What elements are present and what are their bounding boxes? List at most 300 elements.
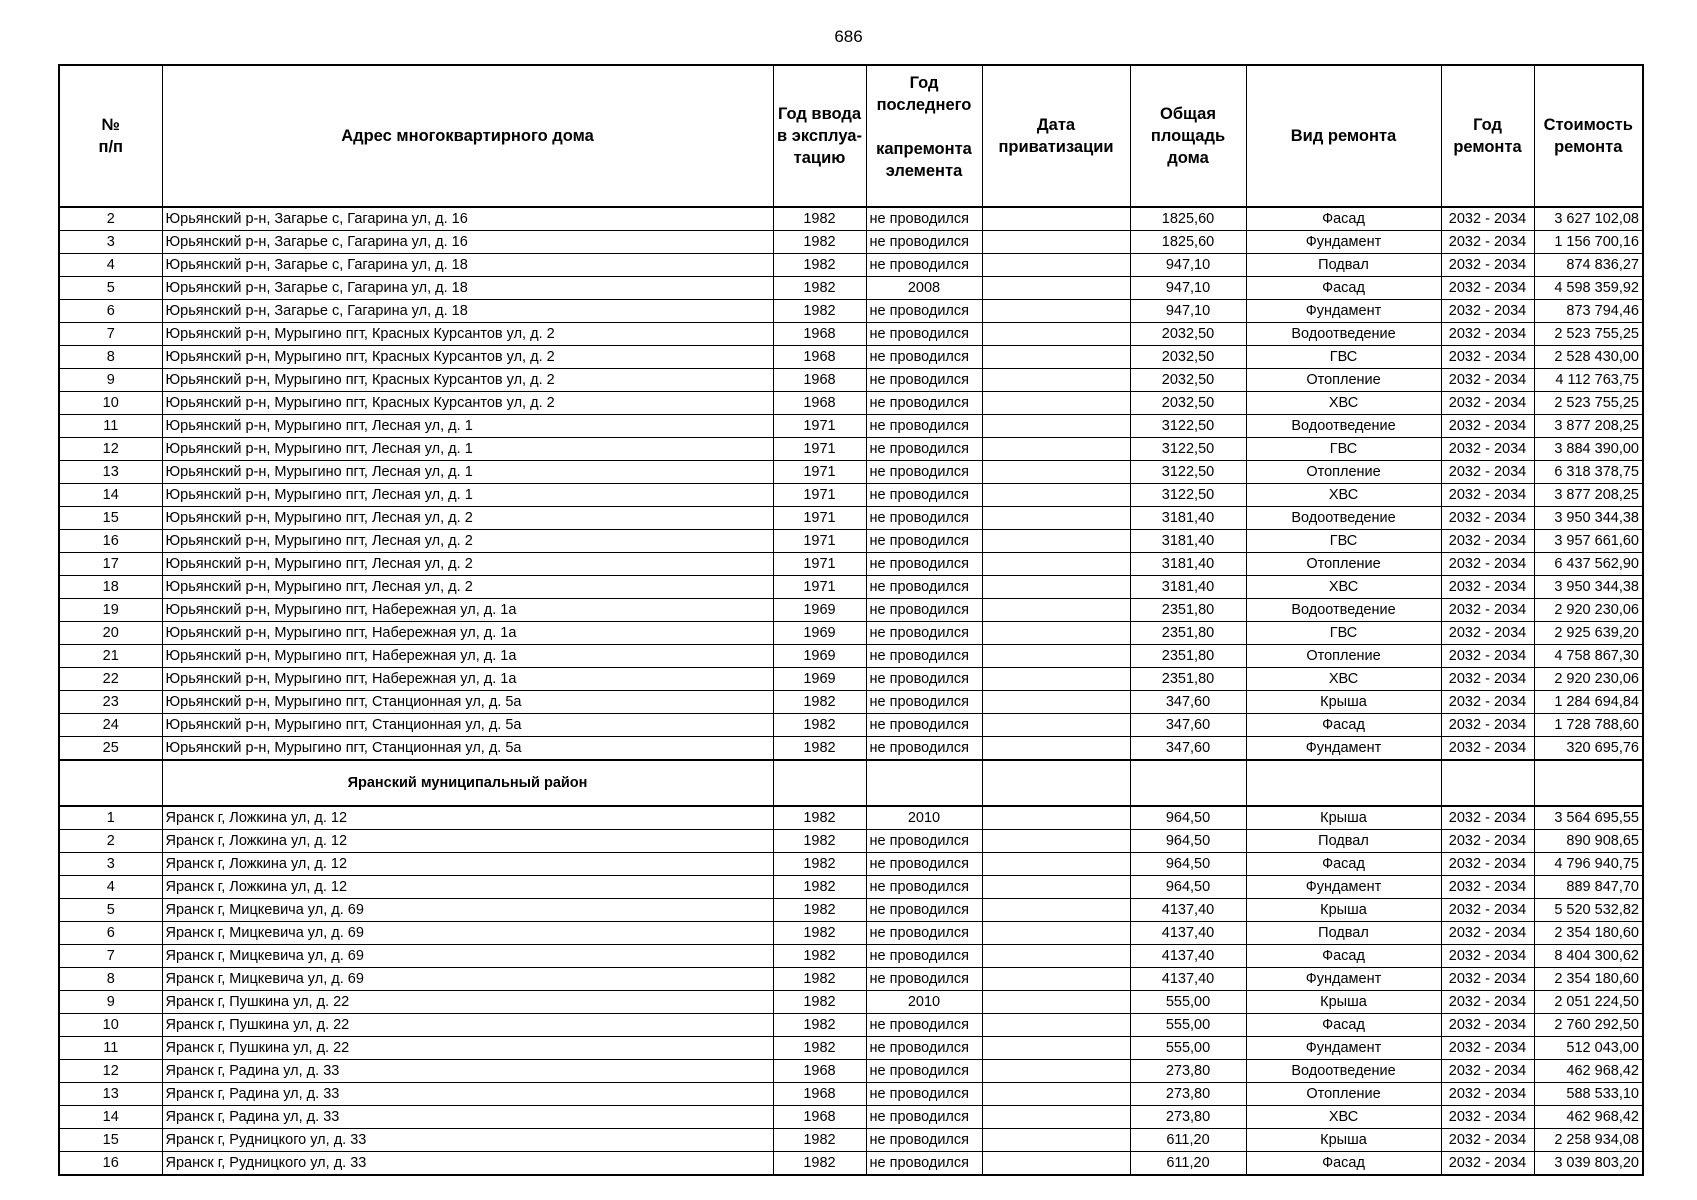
cell-address: Юрьянский р-н, Загарье с, Гагарина ул, д. 18 bbox=[162, 300, 773, 323]
cell-year-built: 1968 bbox=[773, 1083, 866, 1106]
cell-area: 947,10 bbox=[1130, 254, 1246, 277]
cell-privatization bbox=[982, 1129, 1130, 1152]
cell-repair-type: Водоотведение bbox=[1246, 507, 1441, 530]
cell-privatization bbox=[982, 599, 1130, 622]
table-row bbox=[59, 622, 1643, 645]
table-row bbox=[59, 484, 1643, 507]
cell-area: 2032,50 bbox=[1130, 323, 1246, 346]
cell-last-repair: не проводился bbox=[866, 346, 982, 369]
table-row bbox=[59, 599, 1643, 622]
cell-year-built: 1968 bbox=[773, 323, 866, 346]
table-body-yuryansky bbox=[59, 207, 1643, 760]
cell-num: 13 bbox=[59, 1083, 162, 1106]
table-row bbox=[59, 277, 1643, 300]
cell-address: Юрьянский р-н, Мурыгино пгт, Лесная ул, д. 1 bbox=[162, 484, 773, 507]
cell-address: Юрьянский р-н, Загарье с, Гагарина ул, д. 18 bbox=[162, 277, 773, 300]
cell-year-built: 1982 bbox=[773, 830, 866, 853]
cell-last-repair: не проводился bbox=[866, 530, 982, 553]
cell-address: Яранск г, Ложкина ул, д. 12 bbox=[162, 806, 773, 830]
cell-address: Юрьянский р-н, Мурыгино пгт, Набережная ул, д. 1а bbox=[162, 599, 773, 622]
cell-last-repair: не проводился bbox=[866, 300, 982, 323]
cell-cost: 2 523 755,25 bbox=[1534, 392, 1643, 415]
cell-repair-year: 2032 - 2034 bbox=[1441, 415, 1534, 438]
cell-cost: 4 112 763,75 bbox=[1534, 369, 1643, 392]
cell-last-repair: не проводился bbox=[866, 415, 982, 438]
cell-area: 347,60 bbox=[1130, 691, 1246, 714]
cell-cost: 462 968,42 bbox=[1534, 1060, 1643, 1083]
header-cost: Стоимость ремонта bbox=[1534, 65, 1643, 207]
cell-address: Яранск г, Рудницкого ул, д. 33 bbox=[162, 1152, 773, 1176]
cell-address: Яранск г, Пушкина ул, д. 22 bbox=[162, 991, 773, 1014]
cell-area: 273,80 bbox=[1130, 1083, 1246, 1106]
cell-cost: 3 957 661,60 bbox=[1534, 530, 1643, 553]
cell-last-repair: не проводился bbox=[866, 1152, 982, 1176]
cell-privatization bbox=[982, 1106, 1130, 1129]
cell-repair-year: 2032 - 2034 bbox=[1441, 922, 1534, 945]
cell-last-repair: не проводился bbox=[866, 899, 982, 922]
table-row bbox=[59, 231, 1643, 254]
cell-last-repair: не проводился bbox=[866, 737, 982, 761]
cell-last-repair: не проводился bbox=[866, 576, 982, 599]
cell-last-repair: не проводился bbox=[866, 1083, 982, 1106]
cell-repair-type: Фасад bbox=[1246, 714, 1441, 737]
cell-privatization bbox=[982, 346, 1130, 369]
cell-repair-type: Подвал bbox=[1246, 830, 1441, 853]
cell-address: Юрьянский р-н, Мурыгино пгт, Красных Курсантов ул, д. 2 bbox=[162, 346, 773, 369]
cell-address: Яранск г, Радина ул, д. 33 bbox=[162, 1060, 773, 1083]
cell-privatization bbox=[982, 277, 1130, 300]
cell-address: Юрьянский р-н, Мурыгино пгт, Лесная ул, д. 2 bbox=[162, 576, 773, 599]
cell-repair-type: Фундамент bbox=[1246, 1037, 1441, 1060]
cell-repair-year: 2032 - 2034 bbox=[1441, 300, 1534, 323]
cell-year-built: 1968 bbox=[773, 1060, 866, 1083]
table-row bbox=[59, 1106, 1643, 1129]
table-row bbox=[59, 645, 1643, 668]
cell-repair-type: Крыша bbox=[1246, 691, 1441, 714]
cell-last-repair: не проводился bbox=[866, 691, 982, 714]
cell-privatization bbox=[982, 714, 1130, 737]
cell-repair-type: Фундамент bbox=[1246, 300, 1441, 323]
table-row bbox=[59, 945, 1643, 968]
cell-area: 3181,40 bbox=[1130, 507, 1246, 530]
cell-repair-type: ГВС bbox=[1246, 530, 1441, 553]
table-row bbox=[59, 899, 1643, 922]
cell-cost: 2 354 180,60 bbox=[1534, 968, 1643, 991]
cell-repair-type: Отопление bbox=[1246, 1083, 1441, 1106]
cell-area: 2032,50 bbox=[1130, 346, 1246, 369]
table-row bbox=[59, 346, 1643, 369]
cell-privatization bbox=[982, 1152, 1130, 1176]
cell-num: 4 bbox=[59, 876, 162, 899]
cell-last-repair: не проводился bbox=[866, 231, 982, 254]
cell-year-built: 1982 bbox=[773, 254, 866, 277]
cell-cost: 2 920 230,06 bbox=[1534, 668, 1643, 691]
cell-last-repair: не проводился bbox=[866, 392, 982, 415]
cell-area: 2351,80 bbox=[1130, 622, 1246, 645]
table-row bbox=[59, 991, 1643, 1014]
table-row bbox=[59, 392, 1643, 415]
cell-area: 555,00 bbox=[1130, 1037, 1246, 1060]
cell-cost: 3 564 695,55 bbox=[1534, 806, 1643, 830]
cell-privatization bbox=[982, 207, 1130, 231]
cell-area: 4137,40 bbox=[1130, 945, 1246, 968]
cell-num: 2 bbox=[59, 830, 162, 853]
table-row bbox=[59, 1014, 1643, 1037]
cell-last-repair: не проводился bbox=[866, 645, 982, 668]
cell-year-built: 1971 bbox=[773, 484, 866, 507]
cell-cost: 588 533,10 bbox=[1534, 1083, 1643, 1106]
cell-repair-year: 2032 - 2034 bbox=[1441, 991, 1534, 1014]
cell-year-built: 1971 bbox=[773, 461, 866, 484]
header-address: Адрес многоквартирного дома bbox=[162, 65, 773, 207]
cell-repair-year: 2032 - 2034 bbox=[1441, 645, 1534, 668]
cell-year-built: 1968 bbox=[773, 346, 866, 369]
cell-repair-year: 2032 - 2034 bbox=[1441, 830, 1534, 853]
cell-privatization bbox=[982, 484, 1130, 507]
cell-address: Юрьянский р-н, Мурыгино пгт, Лесная ул, д. 2 bbox=[162, 507, 773, 530]
cell-last-repair: не проводился bbox=[866, 207, 982, 231]
cell-year-built: 1969 bbox=[773, 645, 866, 668]
cell-address: Юрьянский р-н, Мурыгино пгт, Лесная ул, д. 1 bbox=[162, 415, 773, 438]
table-row bbox=[59, 323, 1643, 346]
cell-cost: 1 728 788,60 bbox=[1534, 714, 1643, 737]
cell-area: 4137,40 bbox=[1130, 922, 1246, 945]
cell-repair-year: 2032 - 2034 bbox=[1441, 277, 1534, 300]
cell-repair-year: 2032 - 2034 bbox=[1441, 1152, 1534, 1176]
cell-last-repair: не проводился bbox=[866, 622, 982, 645]
section-row bbox=[59, 760, 1643, 806]
repair-schedule-table bbox=[58, 64, 1644, 1176]
cell-cost: 3 039 803,20 bbox=[1534, 1152, 1643, 1176]
cell-repair-type: Подвал bbox=[1246, 922, 1441, 945]
cell-cost: 3 884 390,00 bbox=[1534, 438, 1643, 461]
cell-privatization bbox=[982, 945, 1130, 968]
table-body-yaransky bbox=[59, 806, 1643, 1175]
cell-num: 11 bbox=[59, 415, 162, 438]
cell-cost: 4 758 867,30 bbox=[1534, 645, 1643, 668]
cell-cost: 8 404 300,62 bbox=[1534, 945, 1643, 968]
cell-address: Юрьянский р-н, Мурыгино пгт, Набережная ул, д. 1а bbox=[162, 645, 773, 668]
cell-repair-type: Отопление bbox=[1246, 553, 1441, 576]
cell-repair-type: Фасад bbox=[1246, 945, 1441, 968]
table-row bbox=[59, 922, 1643, 945]
cell-last-repair: не проводился bbox=[866, 945, 982, 968]
cell-address: Юрьянский р-н, Мурыгино пгт, Лесная ул, д. 2 bbox=[162, 530, 773, 553]
table-row bbox=[59, 438, 1643, 461]
cell-repair-type: Водоотведение bbox=[1246, 323, 1441, 346]
cell-num: 9 bbox=[59, 369, 162, 392]
cell-repair-year: 2032 - 2034 bbox=[1441, 323, 1534, 346]
cell-cost: 462 968,42 bbox=[1534, 1106, 1643, 1129]
cell-num: 20 bbox=[59, 622, 162, 645]
cell-repair-type: ХВС bbox=[1246, 576, 1441, 599]
cell-year-built: 1982 bbox=[773, 691, 866, 714]
cell-num: 16 bbox=[59, 1152, 162, 1176]
cell-year-built: 1982 bbox=[773, 1037, 866, 1060]
cell-year-built: 1968 bbox=[773, 369, 866, 392]
cell-area: 947,10 bbox=[1130, 277, 1246, 300]
cell-area: 347,60 bbox=[1130, 714, 1246, 737]
cell-privatization bbox=[982, 369, 1130, 392]
table-row bbox=[59, 507, 1643, 530]
cell-cost: 2 523 755,25 bbox=[1534, 323, 1643, 346]
table-row bbox=[59, 530, 1643, 553]
section-empty-cell bbox=[866, 760, 982, 806]
cell-privatization bbox=[982, 645, 1130, 668]
cell-last-repair: не проводился bbox=[866, 599, 982, 622]
cell-cost: 3 877 208,25 bbox=[1534, 415, 1643, 438]
cell-privatization bbox=[982, 507, 1130, 530]
cell-cost: 3 627 102,08 bbox=[1534, 207, 1643, 231]
cell-address: Яранск г, Ложкина ул, д. 12 bbox=[162, 830, 773, 853]
cell-num: 5 bbox=[59, 277, 162, 300]
cell-year-built: 1982 bbox=[773, 853, 866, 876]
cell-last-repair: не проводился bbox=[866, 714, 982, 737]
cell-repair-type: Фундамент bbox=[1246, 876, 1441, 899]
table-row bbox=[59, 806, 1643, 830]
section-empty-cell bbox=[1246, 760, 1441, 806]
cell-privatization bbox=[982, 300, 1130, 323]
cell-cost: 2 354 180,60 bbox=[1534, 922, 1643, 945]
cell-repair-year: 2032 - 2034 bbox=[1441, 507, 1534, 530]
cell-last-repair: не проводился bbox=[866, 668, 982, 691]
cell-num: 17 bbox=[59, 553, 162, 576]
cell-repair-year: 2032 - 2034 bbox=[1441, 369, 1534, 392]
cell-num: 18 bbox=[59, 576, 162, 599]
cell-repair-type: Фасад bbox=[1246, 207, 1441, 231]
table-row bbox=[59, 553, 1643, 576]
table-row bbox=[59, 576, 1643, 599]
cell-repair-year: 2032 - 2034 bbox=[1441, 576, 1534, 599]
cell-repair-type: Фундамент bbox=[1246, 968, 1441, 991]
cell-privatization bbox=[982, 622, 1130, 645]
cell-privatization bbox=[982, 899, 1130, 922]
cell-area: 2351,80 bbox=[1130, 599, 1246, 622]
cell-area: 1825,60 bbox=[1130, 207, 1246, 231]
table-row bbox=[59, 668, 1643, 691]
cell-repair-type: ГВС bbox=[1246, 438, 1441, 461]
cell-repair-year: 2032 - 2034 bbox=[1441, 1083, 1534, 1106]
cell-repair-year: 2032 - 2034 bbox=[1441, 1014, 1534, 1037]
table-row bbox=[59, 691, 1643, 714]
cell-repair-year: 2032 - 2034 bbox=[1441, 484, 1534, 507]
cell-privatization bbox=[982, 876, 1130, 899]
cell-privatization bbox=[982, 415, 1130, 438]
cell-repair-year: 2032 - 2034 bbox=[1441, 714, 1534, 737]
cell-cost: 4 796 940,75 bbox=[1534, 853, 1643, 876]
cell-privatization bbox=[982, 830, 1130, 853]
cell-repair-year: 2032 - 2034 bbox=[1441, 1060, 1534, 1083]
cell-last-repair: не проводился bbox=[866, 853, 982, 876]
cell-last-repair: не проводился bbox=[866, 1014, 982, 1037]
cell-repair-type: ГВС bbox=[1246, 622, 1441, 645]
cell-area: 3122,50 bbox=[1130, 484, 1246, 507]
cell-last-repair: не проводился bbox=[866, 1129, 982, 1152]
cell-repair-year: 2032 - 2034 bbox=[1441, 1037, 1534, 1060]
cell-area: 2351,80 bbox=[1130, 645, 1246, 668]
cell-address: Юрьянский р-н, Мурыгино пгт, Набережная ул, д. 1а bbox=[162, 668, 773, 691]
cell-area: 3122,50 bbox=[1130, 438, 1246, 461]
cell-num: 25 bbox=[59, 737, 162, 761]
cell-cost: 5 520 532,82 bbox=[1534, 899, 1643, 922]
cell-cost: 889 847,70 bbox=[1534, 876, 1643, 899]
cell-repair-year: 2032 - 2034 bbox=[1441, 231, 1534, 254]
cell-privatization bbox=[982, 1083, 1130, 1106]
cell-address: Юрьянский р-н, Мурыгино пгт, Красных Курсантов ул, д. 2 bbox=[162, 392, 773, 415]
cell-privatization bbox=[982, 438, 1130, 461]
header-year-built: Год ввода в эксплуа-тацию bbox=[773, 65, 866, 207]
cell-year-built: 1982 bbox=[773, 876, 866, 899]
cell-repair-type: ХВС bbox=[1246, 1106, 1441, 1129]
cell-year-built: 1982 bbox=[773, 737, 866, 761]
cell-num: 7 bbox=[59, 945, 162, 968]
cell-num: 6 bbox=[59, 300, 162, 323]
cell-repair-year: 2032 - 2034 bbox=[1441, 254, 1534, 277]
cell-area: 347,60 bbox=[1130, 737, 1246, 761]
table-row bbox=[59, 300, 1643, 323]
cell-last-repair: 2008 bbox=[866, 277, 982, 300]
cell-num: 10 bbox=[59, 392, 162, 415]
cell-repair-year: 2032 - 2034 bbox=[1441, 1106, 1534, 1129]
table-row bbox=[59, 207, 1643, 231]
cell-last-repair: не проводился bbox=[866, 1060, 982, 1083]
table-row bbox=[59, 714, 1643, 737]
cell-year-built: 1982 bbox=[773, 231, 866, 254]
header-num: № п/п bbox=[59, 65, 162, 207]
cell-repair-year: 2032 - 2034 bbox=[1441, 899, 1534, 922]
cell-last-repair: не проводился bbox=[866, 830, 982, 853]
cell-num: 10 bbox=[59, 1014, 162, 1037]
cell-area: 3122,50 bbox=[1130, 461, 1246, 484]
table-row bbox=[59, 853, 1643, 876]
section-empty-cell bbox=[773, 760, 866, 806]
cell-repair-year: 2032 - 2034 bbox=[1441, 599, 1534, 622]
table-row bbox=[59, 1129, 1643, 1152]
cell-year-built: 1982 bbox=[773, 714, 866, 737]
cell-cost: 6 318 378,75 bbox=[1534, 461, 1643, 484]
cell-address: Юрьянский р-н, Загарье с, Гагарина ул, д. 16 bbox=[162, 207, 773, 231]
cell-num: 9 bbox=[59, 991, 162, 1014]
section-empty-cell bbox=[1130, 760, 1246, 806]
cell-repair-year: 2032 - 2034 bbox=[1441, 1129, 1534, 1152]
cell-cost: 2 528 430,00 bbox=[1534, 346, 1643, 369]
cell-repair-year: 2032 - 2034 bbox=[1441, 968, 1534, 991]
cell-num: 21 bbox=[59, 645, 162, 668]
cell-num: 2 bbox=[59, 207, 162, 231]
cell-year-built: 1982 bbox=[773, 300, 866, 323]
table-row bbox=[59, 1083, 1643, 1106]
cell-privatization bbox=[982, 254, 1130, 277]
cell-privatization bbox=[982, 691, 1130, 714]
cell-area: 611,20 bbox=[1130, 1129, 1246, 1152]
cell-num: 15 bbox=[59, 507, 162, 530]
cell-cost: 320 695,76 bbox=[1534, 737, 1643, 761]
cell-privatization bbox=[982, 323, 1130, 346]
cell-year-built: 1982 bbox=[773, 922, 866, 945]
cell-repair-year: 2032 - 2034 bbox=[1441, 346, 1534, 369]
cell-num: 19 bbox=[59, 599, 162, 622]
cell-repair-type: ХВС bbox=[1246, 484, 1441, 507]
cell-cost: 2 760 292,50 bbox=[1534, 1014, 1643, 1037]
cell-address: Юрьянский р-н, Мурыгино пгт, Красных Курсантов ул, д. 2 bbox=[162, 323, 773, 346]
cell-address: Юрьянский р-н, Загарье с, Гагарина ул, д. 18 bbox=[162, 254, 773, 277]
cell-address: Яранск г, Ложкина ул, д. 12 bbox=[162, 853, 773, 876]
cell-address: Юрьянский р-н, Загарье с, Гагарина ул, д. 16 bbox=[162, 231, 773, 254]
page-number: 686 bbox=[834, 27, 863, 46]
cell-area: 1825,60 bbox=[1130, 231, 1246, 254]
cell-address: Юрьянский р-н, Мурыгино пгт, Набережная ул, д. 1а bbox=[162, 622, 773, 645]
cell-num: 3 bbox=[59, 853, 162, 876]
cell-address: Яранск г, Пушкина ул, д. 22 bbox=[162, 1014, 773, 1037]
cell-address: Юрьянский р-н, Мурыгино пгт, Лесная ул, д. 1 bbox=[162, 461, 773, 484]
cell-repair-year: 2032 - 2034 bbox=[1441, 461, 1534, 484]
cell-repair-type: Отопление bbox=[1246, 645, 1441, 668]
table-row bbox=[59, 415, 1643, 438]
cell-year-built: 1971 bbox=[773, 438, 866, 461]
cell-num: 22 bbox=[59, 668, 162, 691]
cell-year-built: 1982 bbox=[773, 1152, 866, 1176]
cell-year-built: 1971 bbox=[773, 553, 866, 576]
cell-num: 3 bbox=[59, 231, 162, 254]
cell-address: Яранск г, Радина ул, д. 33 bbox=[162, 1106, 773, 1129]
cell-repair-year: 2032 - 2034 bbox=[1441, 438, 1534, 461]
table-row bbox=[59, 876, 1643, 899]
cell-num: 5 bbox=[59, 899, 162, 922]
cell-num: 15 bbox=[59, 1129, 162, 1152]
table-row bbox=[59, 830, 1643, 853]
cell-year-built: 1982 bbox=[773, 968, 866, 991]
header-repair-type: Вид ремонта bbox=[1246, 65, 1441, 207]
cell-repair-type: Крыша bbox=[1246, 1129, 1441, 1152]
cell-last-repair: не проводился bbox=[866, 438, 982, 461]
cell-repair-year: 2032 - 2034 bbox=[1441, 553, 1534, 576]
cell-repair-year: 2032 - 2034 bbox=[1441, 668, 1534, 691]
cell-cost: 512 043,00 bbox=[1534, 1037, 1643, 1060]
cell-cost: 2 925 639,20 bbox=[1534, 622, 1643, 645]
cell-repair-type: Крыша bbox=[1246, 991, 1441, 1014]
cell-repair-type: Отопление bbox=[1246, 369, 1441, 392]
cell-last-repair: не проводился bbox=[866, 369, 982, 392]
cell-address: Юрьянский р-н, Мурыгино пгт, Лесная ул, д. 2 bbox=[162, 553, 773, 576]
cell-num: 14 bbox=[59, 1106, 162, 1129]
cell-address: Яранск г, Ложкина ул, д. 12 bbox=[162, 876, 773, 899]
cell-year-built: 1969 bbox=[773, 668, 866, 691]
cell-last-repair: не проводился bbox=[866, 507, 982, 530]
cell-cost: 890 908,65 bbox=[1534, 830, 1643, 853]
table-row bbox=[59, 968, 1643, 991]
cell-privatization bbox=[982, 1014, 1130, 1037]
cell-num: 16 bbox=[59, 530, 162, 553]
header-privatization: Дата приватизации bbox=[982, 65, 1130, 207]
cell-cost: 1 156 700,16 bbox=[1534, 231, 1643, 254]
cell-repair-type: Водоотведение bbox=[1246, 415, 1441, 438]
cell-area: 964,50 bbox=[1130, 830, 1246, 853]
cell-address: Юрьянский р-н, Мурыгино пгт, Красных Курсантов ул, д. 2 bbox=[162, 369, 773, 392]
cell-year-built: 1982 bbox=[773, 207, 866, 231]
cell-repair-year: 2032 - 2034 bbox=[1441, 876, 1534, 899]
cell-privatization bbox=[982, 530, 1130, 553]
cell-address: Юрьянский р-н, Мурыгино пгт, Лесная ул, д. 1 bbox=[162, 438, 773, 461]
section-title: Яранский муниципальный район bbox=[162, 760, 773, 806]
cell-privatization bbox=[982, 1037, 1130, 1060]
cell-last-repair: не проводился bbox=[866, 254, 982, 277]
cell-num: 13 bbox=[59, 461, 162, 484]
cell-year-built: 1971 bbox=[773, 530, 866, 553]
cell-privatization bbox=[982, 968, 1130, 991]
cell-num: 1 bbox=[59, 806, 162, 830]
cell-last-repair: не проводился bbox=[866, 484, 982, 507]
cell-last-repair: 2010 bbox=[866, 806, 982, 830]
